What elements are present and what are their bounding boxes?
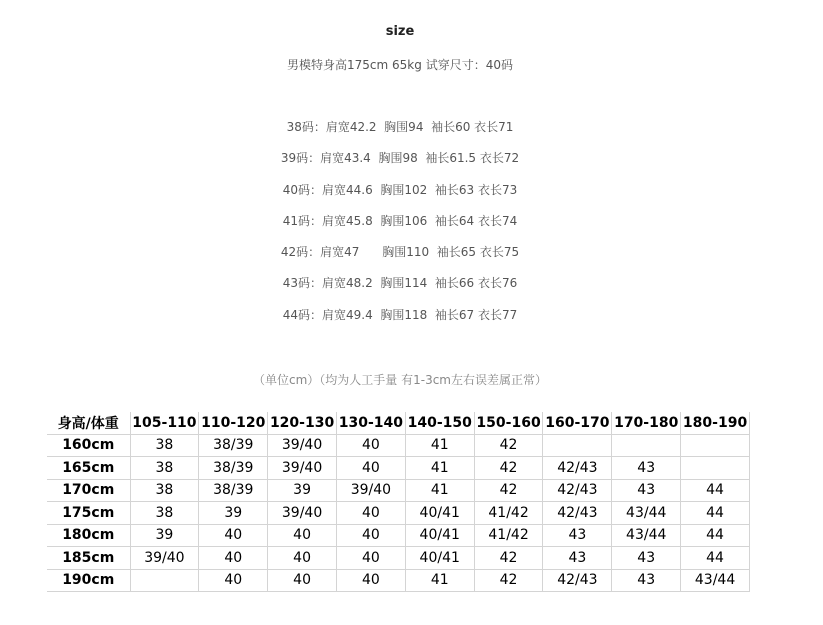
size-cell: 44	[681, 502, 750, 525]
size-cell: 41	[405, 479, 474, 502]
spec-line-42: 42码：肩宽47 胸围110 袖长65 衣长75	[280, 245, 520, 260]
size-cell: 39/40	[336, 479, 405, 502]
height-row-header: 180cm	[47, 524, 130, 547]
weight-column-header: 170-180	[612, 412, 681, 434]
size-cell: 43	[612, 569, 681, 592]
size-cell: 40	[336, 524, 405, 547]
size-cell: 40	[199, 524, 268, 547]
size-cell: 38/39	[199, 457, 268, 480]
spec-line-40: 40码：肩宽44.6 胸围102 袖长63 衣长73	[282, 182, 518, 197]
spec-line-44: 44码：肩宽49.4 胸围118 袖长67 衣长77	[282, 307, 518, 322]
table-row	[47, 457, 750, 480]
size-cell: 40	[268, 524, 337, 547]
size-cell: 41	[405, 569, 474, 592]
spec-line-43: 43码：肩宽48.2 胸围114 袖长66 衣长76	[282, 276, 518, 291]
size-cell: 40/41	[405, 502, 474, 525]
weight-column-header: 160-170	[543, 412, 612, 434]
size-cell	[543, 434, 612, 457]
size-cell: 38	[130, 502, 199, 525]
spec-line-38: 38码：肩宽42.2 胸围94 袖长60 衣长71	[286, 120, 514, 134]
size-cell	[681, 457, 750, 480]
size-cell: 43	[543, 547, 612, 570]
table-header-row	[47, 412, 750, 434]
size-cell: 42	[474, 434, 543, 457]
spec-line-39: 39码：肩宽43.4 胸围98 袖长61.5 衣长72	[280, 151, 520, 166]
size-cell: 38/39	[199, 479, 268, 502]
corner-header: 身高/体重	[47, 412, 130, 434]
size-cell: 39	[268, 479, 337, 502]
size-cell: 40	[336, 569, 405, 592]
size-cell: 41	[405, 434, 474, 457]
size-cell: 39/40	[268, 434, 337, 457]
size-cell: 40/41	[405, 524, 474, 547]
size-cell: 40	[336, 547, 405, 570]
size-cell: 43/44	[612, 524, 681, 547]
size-cell: 42/43	[543, 569, 612, 592]
size-cell: 38	[130, 434, 199, 457]
spec-line-41: 41码：肩宽45.8 胸围106 袖长64 衣长74	[282, 213, 518, 228]
height-row-header: 190cm	[47, 569, 130, 592]
height-row-header: 165cm	[47, 457, 130, 480]
size-cell: 40	[336, 457, 405, 480]
weight-column-header: 130-140	[336, 412, 405, 434]
size-cell: 44	[681, 479, 750, 502]
weight-column-header: 105-110	[130, 412, 199, 434]
size-cell: 43/44	[612, 502, 681, 525]
size-cell: 43	[612, 479, 681, 502]
size-cell: 39/40	[268, 502, 337, 525]
table-row	[47, 479, 750, 502]
size-cell: 39/40	[268, 457, 337, 480]
size-cell: 38	[130, 457, 199, 480]
size-chart-table	[47, 412, 750, 592]
size-cell: 40	[336, 434, 405, 457]
size-cell: 42	[474, 457, 543, 480]
height-row-header: 170cm	[47, 479, 130, 502]
size-cell	[130, 569, 199, 592]
size-cell: 40	[268, 569, 337, 592]
size-cell: 39	[199, 502, 268, 525]
weight-column-header: 150-160	[474, 412, 543, 434]
size-cell: 39/40	[130, 547, 199, 570]
table-row	[47, 524, 750, 547]
page-title: size	[385, 24, 415, 39]
weight-column-header: 110-120	[199, 412, 268, 434]
size-cell: 42	[474, 547, 543, 570]
table-row	[47, 502, 750, 525]
size-cell: 42	[474, 479, 543, 502]
weight-column-header: 180-190	[681, 412, 750, 434]
size-cell: 41	[405, 457, 474, 480]
height-row-header: 175cm	[47, 502, 130, 525]
size-cell: 43	[612, 457, 681, 480]
size-cell: 40	[336, 502, 405, 525]
size-cell: 42	[474, 569, 543, 592]
table-body	[47, 434, 750, 592]
size-cell	[681, 434, 750, 457]
size-cell: 40/41	[405, 547, 474, 570]
size-cell: 40	[199, 547, 268, 570]
size-cell: 43	[612, 547, 681, 570]
size-spec-list	[0, 118, 800, 337]
size-cell: 40	[199, 569, 268, 592]
table-row	[47, 547, 750, 570]
height-row-header: 185cm	[47, 547, 130, 570]
size-cell: 42/43	[543, 479, 612, 502]
measurement-note: （单位cm）（均为人工手量 有1-3cm左右误差属正常）	[253, 373, 547, 387]
height-row-header: 160cm	[47, 434, 130, 457]
size-cell: 42/43	[543, 502, 612, 525]
size-cell: 43	[543, 524, 612, 547]
size-cell: 41/42	[474, 502, 543, 525]
table-row	[47, 569, 750, 592]
size-cell: 38/39	[199, 434, 268, 457]
weight-column-header: 120-130	[268, 412, 337, 434]
size-cell: 42/43	[543, 457, 612, 480]
size-cell: 41/42	[474, 524, 543, 547]
size-cell: 38	[130, 479, 199, 502]
size-cell: 44	[681, 547, 750, 570]
weight-column-header: 140-150	[405, 412, 474, 434]
size-cell: 40	[268, 547, 337, 570]
size-cell	[612, 434, 681, 457]
table-row	[47, 434, 750, 457]
size-cell: 43/44	[681, 569, 750, 592]
size-cell: 44	[681, 524, 750, 547]
size-cell: 39	[130, 524, 199, 547]
model-fit-info: 男模特身高175cm 65kg 试穿尺寸：40码	[287, 58, 513, 72]
